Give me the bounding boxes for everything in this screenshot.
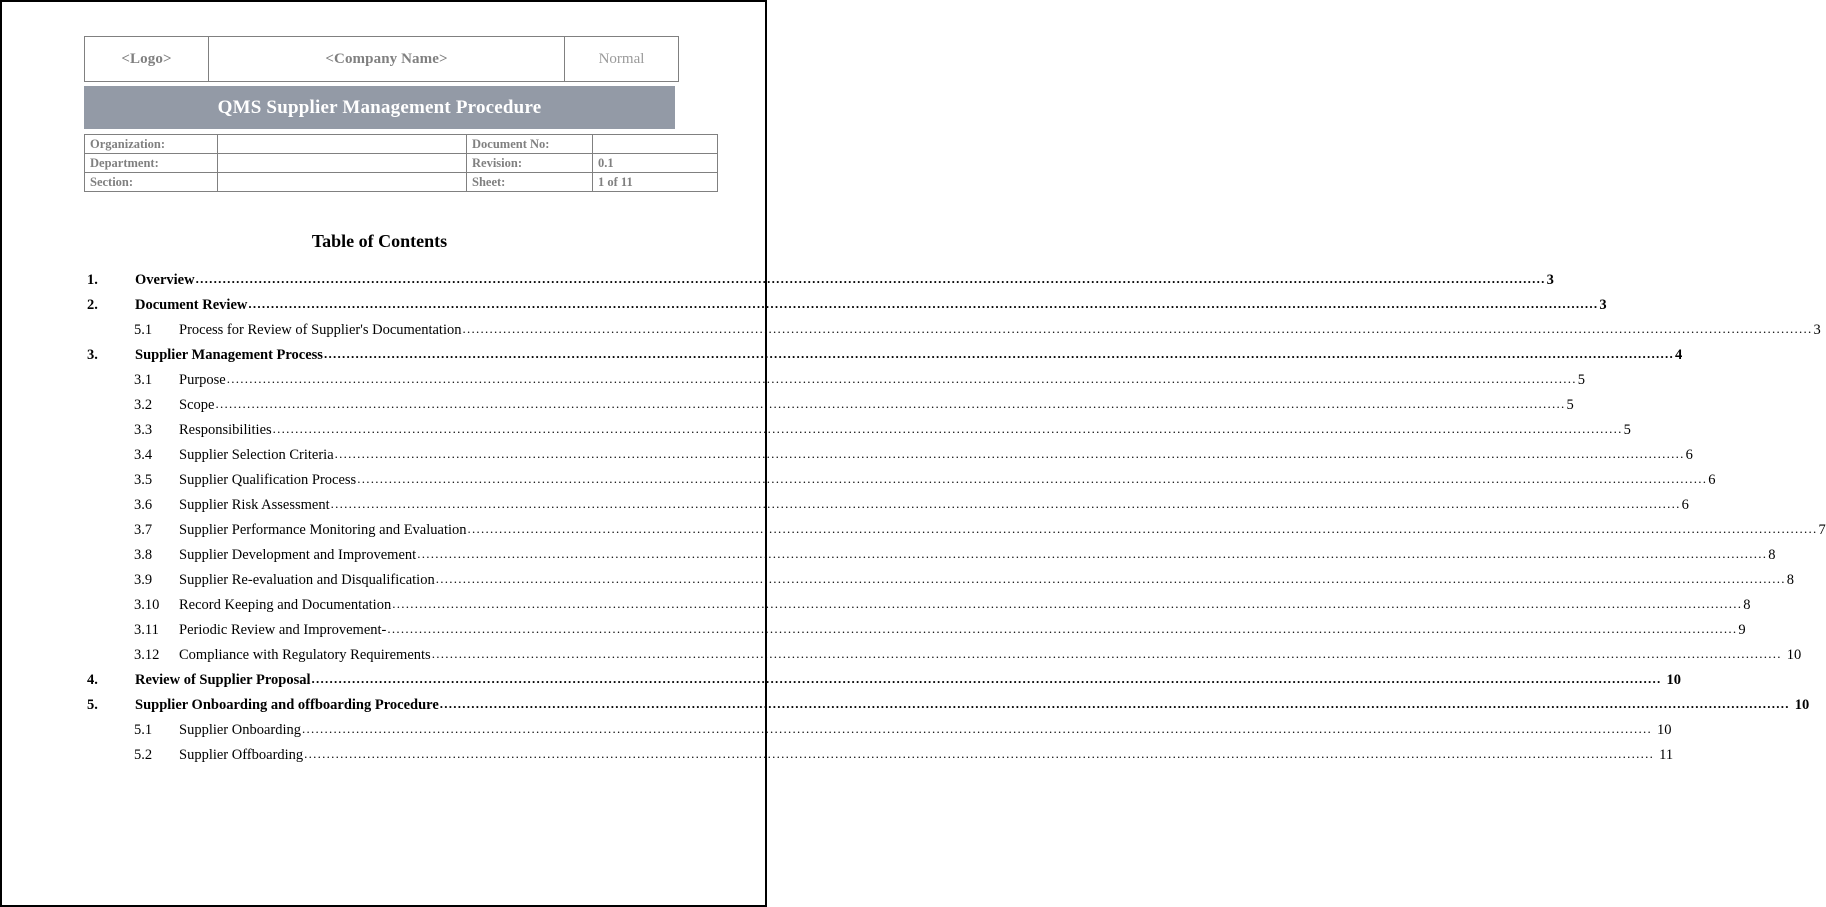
toc-entry-number: 3.12	[134, 647, 160, 663]
department-label: Department:	[85, 154, 218, 173]
toc-entry-number: 3.6	[134, 497, 153, 513]
toc-entry-label: Overview	[135, 272, 195, 288]
table-of-contents	[84, 271, 1826, 772]
toc-entry[interactable]	[84, 371, 1585, 397]
toc-leader-dots: ............................................................................................................................................................................................................................................................................................................	[392, 596, 1743, 611]
toc-entry-page: 4	[1674, 347, 1683, 363]
toc-entry-page: 6	[1708, 472, 1716, 488]
toc-entry-number: 3.	[87, 347, 98, 363]
toc-entry-number: 3.10	[134, 597, 160, 613]
toc-entry[interactable]	[84, 446, 1693, 472]
toc-entry-page: 3	[1813, 322, 1821, 338]
toc-leader-dots: ............................................................................................................................................................................................................................................................................................................	[334, 446, 1685, 461]
toc-leader-dots: ............................................................................................................................................................................................................................................................................................................	[304, 746, 1655, 761]
toc-entry-number: 5.	[87, 697, 98, 713]
logo-cell	[85, 37, 209, 82]
toc-entry-page: 8	[1743, 597, 1751, 613]
toc-entry[interactable]	[84, 471, 1716, 497]
toc-entry-page: 5	[1623, 422, 1631, 438]
toc-entry-label: Supplier Risk Assessment	[179, 497, 330, 513]
toc-entry-page: 11	[1659, 747, 1674, 763]
sheet-label: Sheet:	[467, 173, 593, 192]
toc-entry-number: 3.5	[134, 472, 153, 488]
toc-leader-dots: ............................................................................................................................................................................................................................................................................................................	[323, 346, 1674, 361]
toc-entry[interactable]	[84, 496, 1689, 522]
toc-entry-page: 3	[1546, 272, 1554, 288]
toc-entry[interactable]	[84, 321, 1821, 347]
toc-leader-dots: ............................................................................................................................................................................................................................................................................................................	[462, 321, 1813, 336]
toc-entry-number: 3.2	[134, 397, 153, 413]
document-header-table	[84, 36, 679, 82]
document-no-label: Document No:	[467, 135, 593, 154]
toc-leader-dots: ............................................................................................................................................................................................................................................................................................................	[467, 521, 1818, 536]
toc-entry[interactable]	[84, 521, 1826, 547]
sheet-value: 1 of 11	[593, 173, 718, 192]
toc-leader-dots: ............................................................................................................................................................................................................................................................................................................	[387, 621, 1738, 636]
toc-entry-label: Document Review	[135, 297, 248, 313]
toc-leader-dots: ............................................................................................................................................................................................................................................................................................................	[435, 571, 1786, 586]
toc-entry-number: 3.7	[134, 522, 153, 538]
toc-entry-page: 6	[1681, 497, 1689, 513]
toc-leader-dots: ............................................................................................................................................................................................................................................................................................................	[248, 296, 1599, 311]
toc-entry-page: 10	[1657, 722, 1672, 738]
logo-placeholder: <Logo>	[121, 51, 172, 67]
toc-leader-dots: ............................................................................................................................................................................................................................................................................................................	[272, 421, 1623, 436]
toc-entry-number: 5.1	[134, 322, 153, 338]
organization-label: Organization:	[85, 135, 218, 154]
header-row	[85, 37, 679, 82]
document-info-table	[84, 134, 718, 192]
toc-entry-page: 6	[1685, 447, 1693, 463]
toc-entry-number: 3.1	[134, 372, 153, 388]
toc-entry-label: Supplier Onboarding	[179, 722, 302, 738]
toc-leader-dots: ............................................................................................................................................................................................................................................................................................................	[417, 546, 1768, 561]
toc-entry-page: 8	[1768, 547, 1776, 563]
toc-leader-dots: ............................................................................................................................................................................................................................................................................................................	[330, 496, 1681, 511]
toc-entry-label: Compliance with Regulatory Requirements	[179, 647, 431, 663]
toc-leader-dots: ............................................................................................................................................................................................................................................................................................................	[311, 671, 1662, 686]
toc-entry-number: 3.11	[134, 622, 159, 638]
toc-leader-dots: ............................................................................................................................................................................................................................................................................................................	[431, 646, 1782, 661]
toc-entry-label: Purpose	[179, 372, 226, 388]
toc-entry-number: 5.2	[134, 747, 153, 763]
toc-entry[interactable]	[84, 746, 1674, 772]
revision-label: Revision:	[467, 154, 593, 173]
toc-entry-number: 2.	[87, 297, 98, 313]
toc-entry-page: 10	[1794, 697, 1810, 713]
toc-entry[interactable]	[84, 546, 1776, 572]
toc-leader-dots: ............................................................................................................................................................................................................................................................................................................	[439, 696, 1790, 711]
document-status-value: Normal	[598, 51, 645, 67]
toc-leader-dots: ............................................................................................................................................................................................................................................................................................................	[215, 396, 1566, 411]
toc-entry[interactable]	[84, 571, 1794, 597]
toc-entry[interactable]	[84, 421, 1631, 447]
toc-entry[interactable]	[84, 596, 1751, 622]
toc-entry-page: 9	[1738, 622, 1746, 638]
document-title: QMS Supplier Management Procedure	[217, 96, 542, 118]
toc-entry[interactable]	[84, 646, 1802, 672]
toc-leader-dots: ............................................................................................................................................................................................................................................................................................................	[302, 721, 1653, 736]
toc-entry-number: 3.9	[134, 572, 153, 588]
toc-entry[interactable]	[84, 346, 1683, 372]
department-value	[218, 154, 467, 173]
toc-entry-number: 5.1	[134, 722, 153, 738]
section-label: Section:	[85, 173, 218, 192]
document-no-value	[593, 135, 718, 154]
document-status-cell	[565, 37, 679, 82]
organization-value	[218, 135, 467, 154]
toc-entry[interactable]	[84, 621, 1746, 647]
toc-entry-label: Supplier Management Process	[135, 347, 323, 363]
table-row	[85, 154, 718, 173]
toc-entry-page: 7	[1818, 522, 1826, 538]
toc-entry-label: Supplier Re-evaluation and Disqualification	[179, 572, 435, 588]
toc-entry-label: Responsibilities	[179, 422, 272, 438]
document-body	[84, 36, 1826, 772]
toc-entry[interactable]	[84, 396, 1574, 422]
revision-value: 0.1	[593, 154, 718, 173]
toc-entry-label: Process for Review of Supplier's Documentation	[179, 322, 462, 338]
document-title-banner	[84, 86, 675, 129]
toc-entry-page: 3	[1599, 297, 1607, 313]
toc-entry-label: Supplier Onboarding and offboarding Procedure	[135, 697, 439, 713]
table-row	[85, 135, 718, 154]
toc-entry-label: Supplier Development and Improvement	[179, 547, 417, 563]
toc-entry-label: Supplier Selection Criteria	[179, 447, 334, 463]
toc-entry[interactable]	[84, 296, 1607, 322]
toc-entry-number: 4.	[87, 672, 98, 688]
toc-entry[interactable]	[84, 671, 1681, 697]
toc-entry-page: 5	[1577, 372, 1585, 388]
toc-entry[interactable]	[84, 696, 1810, 722]
toc-entry[interactable]	[84, 271, 1554, 297]
toc-entry-page: 5	[1566, 397, 1574, 413]
company-name-placeholder: <Company Name>	[325, 51, 448, 67]
toc-entry-label: Review of Supplier Proposal	[135, 672, 311, 688]
table-row	[85, 173, 718, 192]
toc-entry-label: Record Keeping and Documentation	[179, 597, 392, 613]
company-name-cell	[209, 37, 565, 82]
toc-entry-label: Supplier Offboarding	[179, 747, 304, 763]
toc-entry-label: Scope	[179, 397, 215, 413]
toc-leader-dots: ............................................................................................................................................................................................................................................................................................................	[226, 371, 1577, 386]
toc-entry-label: Supplier Qualification Process	[179, 472, 357, 488]
toc-entry-label: Supplier Performance Monitoring and Evaluation	[179, 522, 467, 538]
toc-leader-dots: ............................................................................................................................................................................................................................................................................................................	[195, 271, 1546, 286]
toc-leader-dots: ............................................................................................................................................................................................................................................................................................................	[357, 471, 1708, 486]
toc-entry-page: 10	[1666, 672, 1681, 688]
toc-heading: Table of Contents	[311, 231, 448, 251]
toc-entry-number: 1.	[87, 272, 98, 288]
toc-entry-number: 3.8	[134, 547, 153, 563]
toc-entry-page: 8	[1786, 572, 1794, 588]
section-value	[218, 173, 467, 192]
toc-entry[interactable]	[84, 721, 1672, 747]
toc-entry-number: 3.4	[134, 447, 153, 463]
toc-entry-label: Periodic Review and Improvement-	[179, 622, 387, 638]
toc-entry-number: 3.3	[134, 422, 153, 438]
toc-entry-page: 10	[1786, 647, 1802, 663]
